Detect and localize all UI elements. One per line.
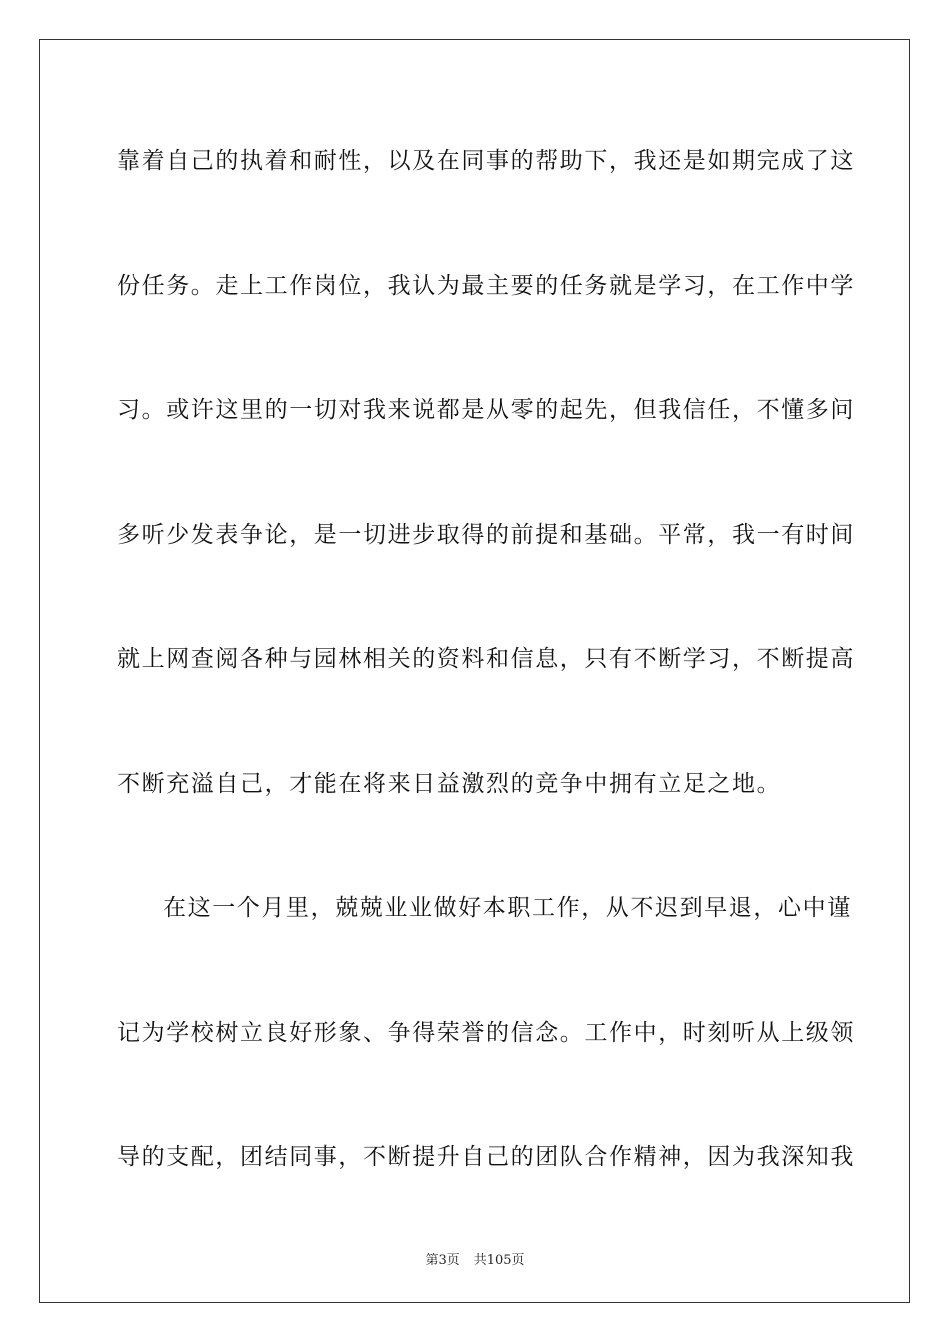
document-body xyxy=(117,148,855,1271)
page-total: 共105页 xyxy=(473,1253,525,1268)
text-line-4: 多听少发表争论，是一切进步取得的前提和基础。平常，我一有时间 xyxy=(117,521,855,548)
text-line-9: 导的支配，团结同事，不断提升自己的团队合作精神，因为我深知我 xyxy=(117,1144,855,1170)
page-footer xyxy=(0,1249,950,1268)
text-line-5: 就上网查阅各种与园林相关的资料和信息，只有不断学习，不断提高 xyxy=(117,646,855,672)
text-line-1: 靠着自己的执着和耐性，以及在同事的帮助下，我还是如期完成了这 xyxy=(117,148,855,174)
text-line-7: 在这一个月里，兢兢业业做好本职工作，从不迟到早退，心中谨 xyxy=(163,895,852,921)
text-line-6: 不断充溢自己，才能在将来日益激烈的竞争中拥有立足之地。 xyxy=(117,770,782,797)
text-line-2: 份任务。走上工作岗位，我认为最主要的任务就是学习，在工作中学 xyxy=(117,272,855,299)
page-number: 第3页 xyxy=(425,1253,460,1268)
text-line-8: 记为学校树立良好形象、争得荣誉的信念。工作中，时刻听从上级领 xyxy=(117,1019,855,1046)
text-line-3: 习。或许这里的一切对我来说都是从零的起先，但我信任，不懂多问 xyxy=(117,397,855,423)
